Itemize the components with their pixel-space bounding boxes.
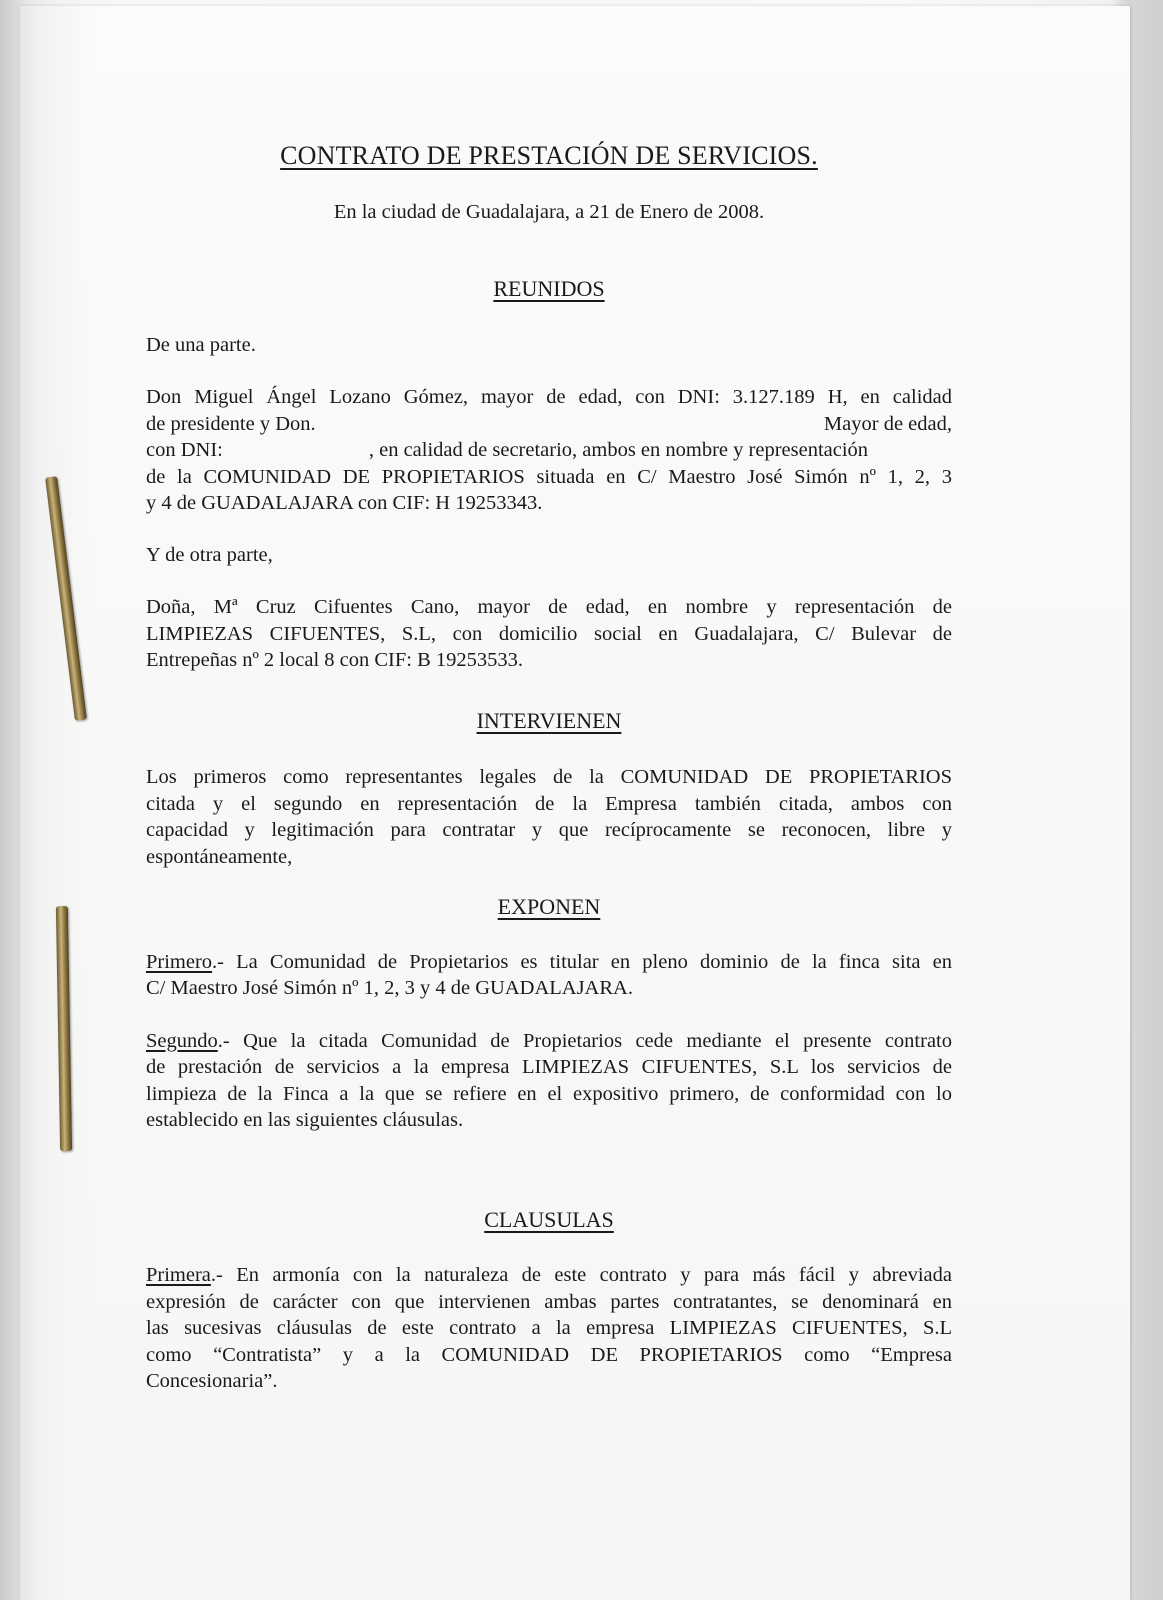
intervienen-line-4: espontáneamente,: [146, 845, 293, 868]
paragraph-de-una-parte: De una parte.: [146, 333, 256, 356]
don-line-5: y 4 de GUADALAJARA con CIF: H 19253343.: [146, 492, 543, 514]
paragraph-clausula-primera: [146, 1262, 952, 1395]
don-line-2: [146, 411, 952, 438]
don-line-2-left: de presidente y Don.: [146, 412, 316, 435]
segundo-line-2: de prestación de servicios a la empresa LIMPIEZAS CIFUENTES, S.L los servicios de: [146, 1056, 952, 1078]
paragraph-don-miguel: [146, 384, 952, 517]
dona-line-1: Doña, Mª Cruz Cifuentes Cano, mayor de edad, en nombre y representación de: [146, 596, 952, 618]
segundo-line-3: limpieza de la Finca a la que se refiere en el expositivo primero, de conformidad con lo: [146, 1082, 952, 1105]
paragraph-dona-cruz: [146, 594, 952, 674]
dona-line-3: Entrepeñas nº 2 local 8 con CIF: B 19253533.: [146, 649, 524, 671]
primera-line-5: Concesionaria”.: [146, 1370, 278, 1392]
primera-line-4: como “Contratista” y a la COMUNIDAD DE PROPIETARIOS como “Empresa: [146, 1343, 952, 1366]
don-line-3-left: con DNI:: [146, 439, 223, 461]
intervienen-line-2: citada y el segundo en representación de la Empresa también citada, ambos con: [146, 792, 952, 815]
primera-line-3: las sucesivas cláusulas de este contrato a la empresa LIMPIEZAS CIFUENTES, S.L: [146, 1317, 952, 1339]
don-line-3: [146, 437, 952, 464]
segundo-label: Segundo: [146, 1029, 218, 1052]
don-line-1: Don Miguel Ángel Lozano Gómez, mayor de edad, con DNI: 3.127.189 H, en calidad: [146, 386, 952, 408]
segundo-text-1: .- Que la citada Comunidad de Propietarios cede mediante el presente contrato: [217, 1029, 952, 1052]
paragraph-exponen-segundo: [146, 1028, 952, 1134]
intervienen-line-1: Los primeros como representantes legales de la COMUNIDAD DE PROPIETARIOS: [146, 766, 952, 788]
primero-text-1: .- La Comunidad de Propietarios es titular en pleno dominio de la finca sita en: [212, 950, 952, 973]
heading-clausulas: CLAUSULAS: [484, 1206, 614, 1232]
don-line-2-right: Mayor de edad,: [823, 412, 952, 435]
document-content: [146, 130, 952, 1395]
heading-exponen: EXPONEN: [497, 894, 601, 919]
segundo-line-1: [146, 1028, 952, 1055]
heading-intervienen: INTERVIENEN: [476, 707, 622, 733]
primero-line-1: [146, 949, 952, 976]
primero-line-2: C/ Maestro José Simón nº 1, 2, 3 y 4 de GUADALAJARA.: [146, 977, 633, 999]
primera-line-1: [146, 1262, 952, 1289]
intervienen-line-3: capacidad y legitimación para contratar y que recíprocamente se reconocen, libre y: [146, 819, 952, 841]
don-line-3-right: , en calidad de secretario, ambos en nombre y representación: [368, 439, 869, 461]
don-line-4: de la COMUNIDAD DE PROPIETARIOS situada en C/ Maestro José Simón nº 1, 2, 3: [146, 465, 952, 488]
primera-label: Primera: [146, 1264, 211, 1286]
paragraph-intervienen: [146, 764, 952, 870]
heading-reunidos: REUNIDOS: [493, 276, 605, 301]
city-date-line: En la ciudad de Guadalajara, a 21 de Enero de 2008.: [333, 200, 765, 223]
primero-label: Primero: [146, 950, 213, 973]
paragraph-y-de-otra-parte: Y de otra parte,: [146, 543, 273, 566]
document-title: CONTRATO DE PRESTACIÓN DE SERVICIOS.: [280, 141, 818, 170]
dona-line-2: LIMPIEZAS CIFUENTES, S.L, con domicilio social en Guadalajara, C/ Bulevar de: [146, 622, 952, 645]
primera-text-1: .- En armonía con la naturaleza de este contrato y para más fácil y abreviada: [210, 1264, 952, 1286]
page-spine-shadow: [20, 6, 90, 1600]
segundo-line-4: establecido en las siguientes cláusulas.: [146, 1109, 464, 1131]
primera-line-2: expresión de carácter con que intervienen ambas partes contratantes, se denominará en: [146, 1290, 952, 1313]
paragraph-exponen-primero: [146, 949, 952, 1002]
